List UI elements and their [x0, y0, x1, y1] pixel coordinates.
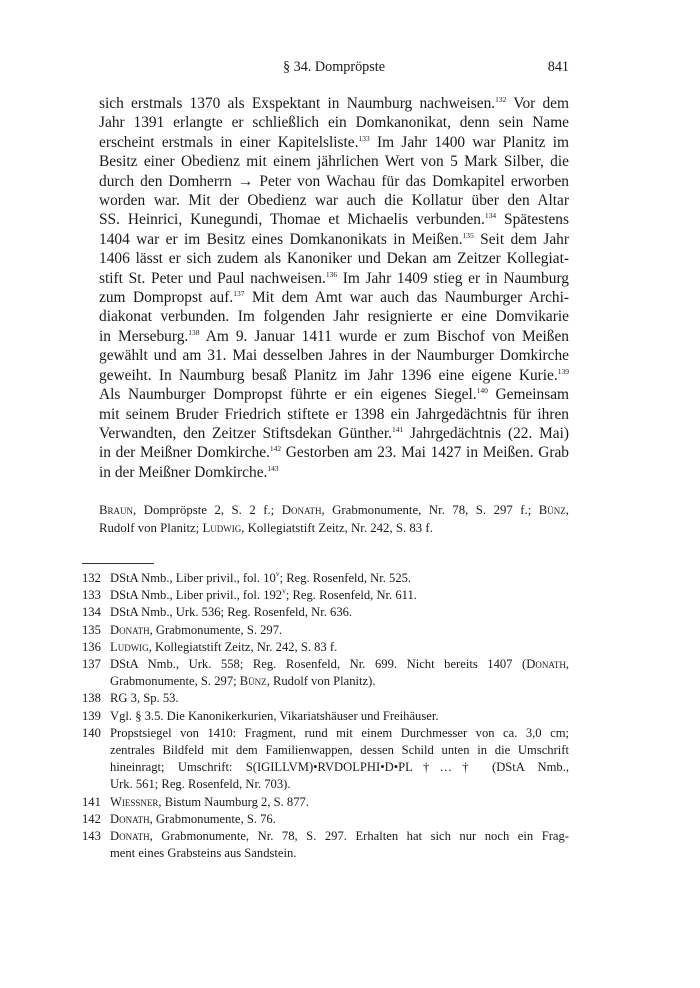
footnote-number: 132: [82, 571, 101, 585]
footnote: 142 Donath, Grabmonumente, S. 76.: [82, 811, 569, 828]
footnote-ref[interactable]: 139: [557, 366, 569, 376]
footnote-number: 134: [82, 605, 101, 620]
footnote: 140 Propstsiegel von 1410: Fragment, rund mit einem Durchmesser von ca. 3,0 cm; zentrales Bildfeld mit dem Familienwappen, dessen Schild unten in die Umschrift hineinragt; Umschrift: S(IGILLVM)•RVDOLPHI•D•PL†…† (DStA Nmb., Urk. 561; Reg. Rosenfeld, Nr. 703).: [82, 725, 569, 794]
footnote-ref[interactable]: 134: [484, 211, 497, 221]
footnote: 138 RG 3, Sp. 53.: [82, 690, 569, 707]
footnote-ref[interactable]: 132: [495, 95, 507, 104]
footnote-ref[interactable]: 143: [267, 463, 279, 473]
main-paragraph: [99, 94, 569, 482]
footnote: 133 DStA Nmb., Liber privil., fol. 192$^v$; Reg. Rosenfeld, Nr. 611.: [82, 587, 569, 604]
text-line: stift St. Peter und Paul nachweisen.$^{136}$ Im Jahr 1409 stieg er in Naumburg: [99, 269, 569, 287]
text-line: mit seinem Bruder Friedrich stiftete er 1398 ein Jahrgedächtnis für ihren: [99, 405, 569, 423]
footnote-divider: [82, 563, 154, 564]
footnote-ref[interactable]: 135: [462, 230, 474, 240]
footnote-number: 137: [82, 657, 101, 672]
footnote-ref[interactable]: 138: [188, 327, 200, 337]
text-line: Verwandten, den Zeitzer Stiftsdekan Günther.$^{141}$ Jahrgedächtnis (22. Mai): [99, 424, 569, 442]
footnote: 137 DStA Nmb., Urk. 558; Reg. Rosenfeld, Nr. 699. Nicht bereits 1407 (Donath, Grabmonumente, S. 297; Bünz, Rudolf von Planitz).: [82, 656, 569, 690]
footnote: 132 DStA Nmb., Liber privil., fol. 10$^v$; Reg. Rosenfeld, Nr. 525.: [82, 570, 569, 587]
footnote-number: 141: [82, 794, 101, 809]
bibliography: [99, 502, 569, 537]
author-name: Donath: [281, 503, 322, 517]
text-line: geweiht. In Naumburg besaß Planitz im Jahr 1396 eine eigene Kurie.$^{139}$: [99, 366, 569, 384]
footnote-number: 140: [82, 725, 101, 740]
page-number: 841: [547, 59, 569, 75]
footnote-number: 142: [82, 811, 101, 826]
text-line: Als Naumburger Dompropst führte er ein eigenes Siegel.$^{140}$ Gemeinsam: [99, 386, 570, 404]
text-line: in der Meißner Domkirche.$^{143}$: [99, 463, 279, 481]
author-name: Ludwig: [202, 520, 242, 535]
footnote-ref[interactable]: 137: [233, 289, 245, 299]
footnotes: [82, 570, 569, 862]
text-line: diakonat verbunden. Im folgenden Jahr resignierte er eine Domvikarie: [99, 308, 569, 326]
footnote: 135 Donath, Grabmonumente, S. 297.: [82, 622, 569, 639]
author-name: Bünz: [538, 503, 566, 517]
text-line: erscheint erstmals in einer Kapitelsliste.$^{133}$ Im Jahr 1400 war Planitz im: [99, 133, 569, 151]
text-line: in Merseburg.$^{138}$ Am 9. Januar 1411 wurde er zum Bischof von Meißen: [99, 327, 570, 345]
section-title: § 34. Dompröpste: [282, 59, 386, 75]
footnote-ref[interactable]: 141: [391, 424, 404, 434]
bibliography-line: Rudolf von Planitz; Ludwig, Kollegiatstift Zeitz, Nr. 242, S. 83 f.: [99, 520, 433, 535]
footnote-ref[interactable]: 142: [269, 444, 282, 454]
author-name: Braun: [99, 503, 134, 517]
text-line: durch den Domherrn → Peter von Wachau für das Domkapitel erworben: [99, 172, 569, 190]
footnote: 143 Donath, Grabmonumente, Nr. 78, S. 297. Erhalten hat sich nur noch ein Frag- ment eines Grabsteins aus Sandstein.: [82, 828, 569, 862]
footnote: 134 DStA Nmb., Urk. 536; Reg. Rosenfeld, Nr. 636.: [82, 604, 569, 621]
footnote-ref[interactable]: 133: [358, 133, 370, 143]
text-line: Jahr 1391 erlangte er schließlich ein Domkanonikat, denn sein Name: [99, 114, 569, 132]
footnote-number: 136: [82, 639, 101, 654]
footnote-number: 143: [82, 829, 101, 844]
footnote-number: 139: [82, 708, 101, 723]
text-line: gewählt und am 31. Mai desselben Jahres in der Naumburger Domkirche: [99, 347, 569, 365]
text-line: in der Meißner Domkirche.$^{142}$ Gestorben am 23. Mai 1427 in Meißen. Grab: [99, 444, 569, 462]
text-line: 1406 lässt er sich zudem als Kanoniker und Dekan am Zeitzer Kollegiat-: [99, 250, 569, 268]
footnote-number: 138: [82, 691, 101, 706]
text-line: sich erstmals 1370 als Exspektant in Naumburg nachweisen.$^{132}$ Vor dem: [99, 95, 569, 112]
footnote-number: 133: [82, 588, 101, 603]
text-line: zum Dompropst auf.$^{137}$ Mit dem Amt war auch das Naumburger Archi-: [99, 289, 569, 307]
footnote: 139 Vgl. § 3.5. Die Kanonikerkurien, Vikariatshäuser und Freihäuser.: [82, 708, 569, 725]
footnote-ref[interactable]: 136: [325, 269, 338, 279]
text-line: worden war. Mit der Obedienz war auch die Kollatur über den Altar: [99, 192, 569, 210]
footnote: 141 Wiessner, Bistum Naumburg 2, S. 877.: [82, 794, 569, 811]
footnote-ref[interactable]: 140: [476, 386, 488, 396]
bibliography-line: Braun, Dompröpste 2, S. 2 f.; Donath, Grabmonumente, Nr. 78, S. 297 f.; Bünz,: [99, 503, 569, 517]
text-line: Besitz einer Obedienz mit einem jährlichen Wert von 5 Mark Silber, die: [99, 153, 569, 171]
footnote: 136 Ludwig, Kollegiatstift Zeitz, Nr. 242, S. 83 f.: [82, 639, 569, 656]
text-line: 1404 war er im Besitz eines Domkanonikats in Meißen.$^{135}$ Seit dem Jahr: [99, 230, 569, 248]
text-line: SS. Heinrici, Kunegundi, Thomae et Michaelis verbunden.$^{134}$ Spätestens: [99, 211, 569, 229]
footnote-number: 135: [82, 622, 101, 637]
running-head: [99, 59, 569, 79]
